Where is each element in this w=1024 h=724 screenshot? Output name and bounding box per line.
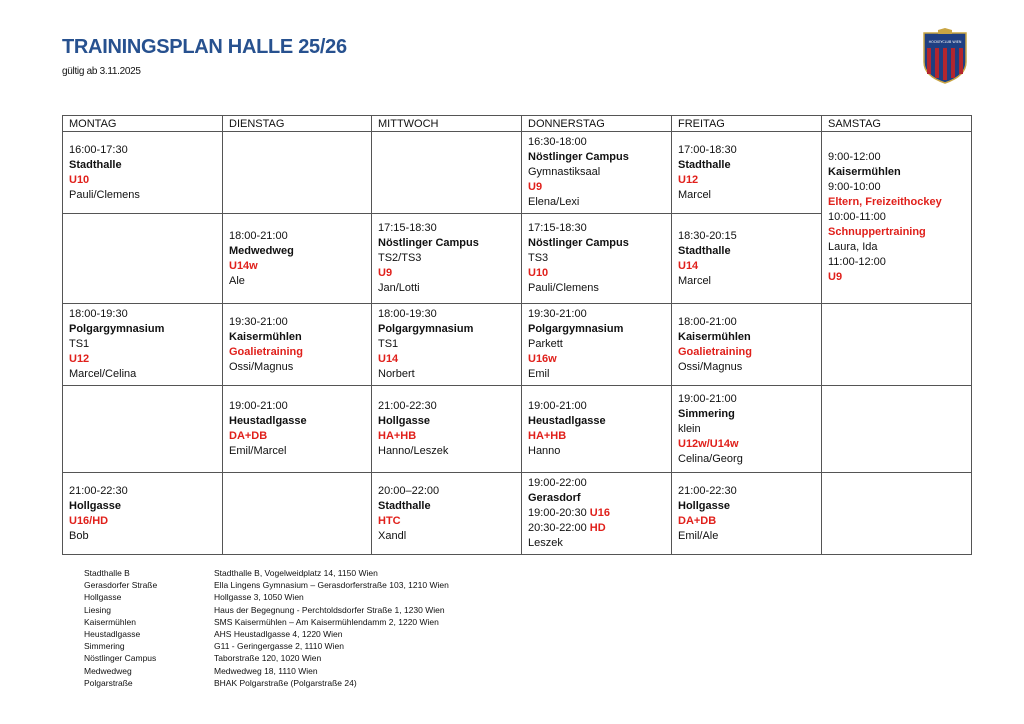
session-text: Bob [69, 529, 89, 542]
table-row [63, 304, 972, 386]
session-text: 21:00-22:30 [69, 484, 128, 497]
legend-row [84, 677, 449, 689]
session-text: Leszek [528, 537, 563, 549]
session-cell [223, 473, 372, 555]
venue-name: Polgargymnasium [528, 323, 624, 335]
venue-name: Simmering [678, 407, 735, 420]
group-label: U9 [378, 267, 393, 279]
venue-name: Stadthalle [678, 158, 731, 171]
venue-name: Hollgasse [678, 499, 730, 512]
day-header-saturday: SAMSTAG [822, 116, 972, 132]
session-cell [372, 386, 522, 473]
group-label: U10 [69, 173, 90, 186]
session-cell [63, 386, 223, 473]
group-label: U14w [229, 259, 258, 272]
session-text: Pauli/Clemens [69, 188, 140, 201]
legend-venue-address: Stadthalle B, Vogelweidplatz 14, 1150 Wien [214, 568, 378, 578]
session-text: Hanno [528, 445, 561, 457]
session-cell [372, 132, 522, 214]
group-label: Schnuppertraining [828, 226, 926, 238]
session-text: 19:00-21:00 [678, 392, 737, 405]
group-label: U9 [828, 271, 843, 283]
group-label: HA+HB [528, 430, 567, 442]
session-text: Celina/Georg [678, 452, 743, 465]
session-cell [223, 304, 372, 386]
session-cell [672, 386, 822, 473]
group-label: U12 [69, 353, 90, 365]
session-text: Jan/Lotti [378, 282, 420, 294]
legend-venue-address: Hollgasse 3, 1050 Wien [214, 592, 304, 603]
legend-venue-address: AHS Heustadlgasse 4, 1220 Wien [214, 629, 343, 640]
session-text: 19:00-20:30 U16 [528, 507, 610, 519]
legend-row [84, 567, 449, 579]
session-cell [372, 304, 522, 386]
session-text: TS1 [378, 338, 399, 350]
venue-name: Nöstlinger Campus [528, 151, 629, 163]
table-row [63, 473, 972, 555]
legend-row [84, 591, 449, 603]
session-text: TS2/TS3 [378, 252, 422, 264]
session-cell [372, 214, 522, 304]
venue-name: Stadthalle [378, 499, 431, 512]
legend-venue-address: Taborstraße 120, 1020 Wien [214, 653, 322, 664]
session-text: 17:15-18:30 [378, 222, 437, 234]
venue-name: Gerasdorf [528, 492, 581, 504]
session-cell [522, 304, 672, 386]
group-label: Eltern, Freizeithockey [828, 196, 942, 208]
session-cell [223, 386, 372, 473]
session-text: Hanno/Leszek [378, 445, 449, 457]
session-cell [822, 386, 972, 473]
session-cell [63, 214, 223, 304]
group-label: U9 [528, 181, 543, 193]
session-cell [223, 132, 372, 214]
legend-row [84, 616, 449, 628]
venue-name: Polgargymnasium [378, 323, 474, 335]
session-cell [372, 473, 522, 555]
group-label: Goalietraining [678, 345, 752, 358]
session-cell [63, 304, 223, 386]
session-cell [672, 214, 822, 304]
club-crest-logo [922, 28, 968, 84]
session-cell [522, 473, 672, 555]
legend-venue-address: BHAK Polgarstraße (Polgarstraße 24) [214, 677, 357, 688]
session-text: 18:00-19:30 [69, 308, 128, 320]
session-text: 20:00–22:00 [378, 484, 440, 497]
legend-venue-name: Gerasdorfer Straße [84, 580, 158, 591]
group-label: U14 [378, 353, 399, 365]
session-text: 10:00-11:00 [828, 211, 886, 223]
training-schedule-table [62, 115, 972, 555]
session-cell [223, 214, 372, 304]
session-text: 16:30-18:00 [528, 136, 587, 148]
legend-row [84, 604, 449, 616]
session-text: 19:00-21:00 [229, 400, 288, 412]
session-text: 19:00-22:00 [528, 477, 587, 489]
group-label: U12w/U14w [678, 437, 739, 450]
legend-venue-name: Medwedweg [84, 665, 132, 676]
session-cell [672, 473, 822, 555]
session-text: TS3 [528, 252, 549, 264]
day-header-row [63, 116, 972, 132]
session-cell [522, 214, 672, 304]
session-text: Emil/Marcel [229, 445, 287, 457]
session-cell [822, 304, 972, 386]
venue-name: Nöstlinger Campus [528, 237, 629, 249]
session-text: 18:00-21:00 [229, 229, 288, 242]
session-text: 21:00-22:30 [378, 400, 437, 412]
legend-venue-name: Hollgasse [84, 592, 122, 603]
venue-name: Hollgasse [378, 415, 430, 427]
day-header-tuesday: DIENSTAG [223, 116, 372, 132]
session-cell [672, 304, 822, 386]
session-text: Gymnastiksaal [528, 166, 601, 178]
session-text: Emil [528, 368, 550, 380]
session-text: 19:00-21:00 [528, 400, 587, 412]
legend-row [84, 665, 449, 677]
table-row [63, 132, 972, 214]
group-label: U16w [528, 353, 557, 365]
session-text: 18:00-21:00 [678, 315, 737, 328]
venue-name: Nöstlinger Campus [378, 237, 479, 249]
session-text: 19:30-21:00 [229, 315, 288, 328]
session-text: 17:00-18:30 [678, 143, 737, 156]
legend-venue-name: Stadthalle B [84, 568, 130, 578]
venue-name: Hollgasse [69, 499, 121, 512]
group-label: Goalietraining [229, 345, 303, 358]
session-text: Marcel [678, 274, 712, 287]
group-label: HA+HB [378, 430, 417, 442]
session-text: Marcel/Celina [69, 368, 137, 380]
session-text: 18:30-20:15 [678, 229, 737, 242]
legend-venue-address: G11 - Geringergasse 2, 1110 Wien [214, 641, 344, 652]
venue-name: Heustadlgasse [229, 415, 307, 427]
day-header-wednesday: MITTWOCH [372, 116, 522, 132]
session-cell [522, 386, 672, 473]
venue-name: Heustadlgasse [528, 415, 606, 427]
day-header-monday: MONTAG [63, 116, 223, 132]
session-text: Ossi/Magnus [678, 360, 743, 373]
session-text: TS1 [69, 338, 90, 350]
saturday-session-cell [822, 132, 972, 304]
session-text: Norbert [378, 368, 415, 380]
group-label: U16/HD [69, 514, 109, 527]
venue-name: Stadthalle [69, 158, 122, 171]
venue-name: Medwedweg [229, 244, 294, 257]
session-text: 20:30-22:00 HD [528, 522, 606, 534]
session-cell [63, 132, 223, 214]
session-cell [822, 473, 972, 555]
session-text: 21:00-22:30 [678, 484, 737, 497]
legend-venue-name: Liesing [84, 604, 111, 615]
venue-legend [84, 567, 449, 689]
session-text: Parkett [528, 338, 563, 350]
day-header-friday: FREITAG [672, 116, 822, 132]
page-title: TRAININGSPLAN HALLE 25/26 [62, 36, 347, 58]
group-label: HD [589, 522, 606, 534]
venue-name: Kaisermühlen [828, 166, 901, 178]
crest-text: HOCKEYCLUB WIEN [928, 40, 962, 44]
session-text: Marcel [678, 188, 712, 201]
legend-venue-address: Ella Lingens Gymnasium – Gerasdorferstraße 103, 1210 Wien [214, 580, 449, 591]
day-header-thursday: DONNERSTAG [522, 116, 672, 132]
legend-row [84, 579, 449, 591]
session-cell [63, 473, 223, 555]
group-label: HTC [378, 514, 401, 527]
legend-venue-name: Polgarstraße [84, 677, 133, 688]
venue-name: Stadthalle [678, 244, 731, 257]
group-label: U14 [678, 259, 699, 272]
legend-venue-name: Simmering [84, 641, 125, 652]
table-row [63, 386, 972, 473]
group-label: DA+DB [678, 514, 717, 527]
session-text: 9:00-10:00 [828, 181, 881, 193]
session-text: 17:15-18:30 [528, 222, 587, 234]
legend-venue-address: Medwedweg 18, 1110 Wien [214, 665, 318, 676]
session-cell [672, 132, 822, 214]
session-text: Ale [229, 274, 245, 287]
group-label: U16 [589, 507, 610, 519]
session-text: Laura, Ida [828, 241, 878, 253]
valid-from-date: gültig ab 3.11.2025 [62, 66, 141, 77]
session-text: 11:00-12:00 [828, 256, 886, 268]
legend-venue-name: Nöstlinger Campus [84, 653, 157, 664]
session-text: Xandl [378, 529, 407, 542]
session-text: Elena/Lexi [528, 196, 580, 208]
legend-venue-name: Heustadlgasse [84, 629, 141, 640]
session-text: 18:00-19:30 [378, 308, 437, 320]
legend-row [84, 652, 449, 664]
session-text: 16:00-17:30 [69, 143, 128, 156]
legend-row [84, 628, 449, 640]
session-text: Pauli/Clemens [528, 282, 599, 294]
session-text: Emil/Ale [678, 529, 719, 542]
venue-name: Kaisermühlen [678, 330, 751, 343]
session-text: 9:00-12:00 [828, 151, 881, 163]
group-label: DA+DB [229, 430, 268, 442]
legend-row [84, 640, 449, 652]
venue-name: Kaisermühlen [229, 330, 302, 343]
session-text: klein [678, 422, 701, 435]
session-text: 19:30-21:00 [528, 308, 587, 320]
group-label: U10 [528, 267, 549, 279]
legend-venue-name: Kaisermühlen [84, 616, 136, 627]
group-label: U12 [678, 173, 699, 186]
venue-name: Polgargymnasium [69, 323, 165, 335]
session-text: Ossi/Magnus [229, 360, 294, 373]
session-cell [522, 132, 672, 214]
legend-venue-address: SMS Kaisermühlen – Am Kaisermühlendamm 2, 1220 Wien [214, 616, 439, 627]
legend-venue-address: Haus der Begegnung - Perchtoldsdorfer Straße 1, 1230 Wien [214, 604, 445, 615]
